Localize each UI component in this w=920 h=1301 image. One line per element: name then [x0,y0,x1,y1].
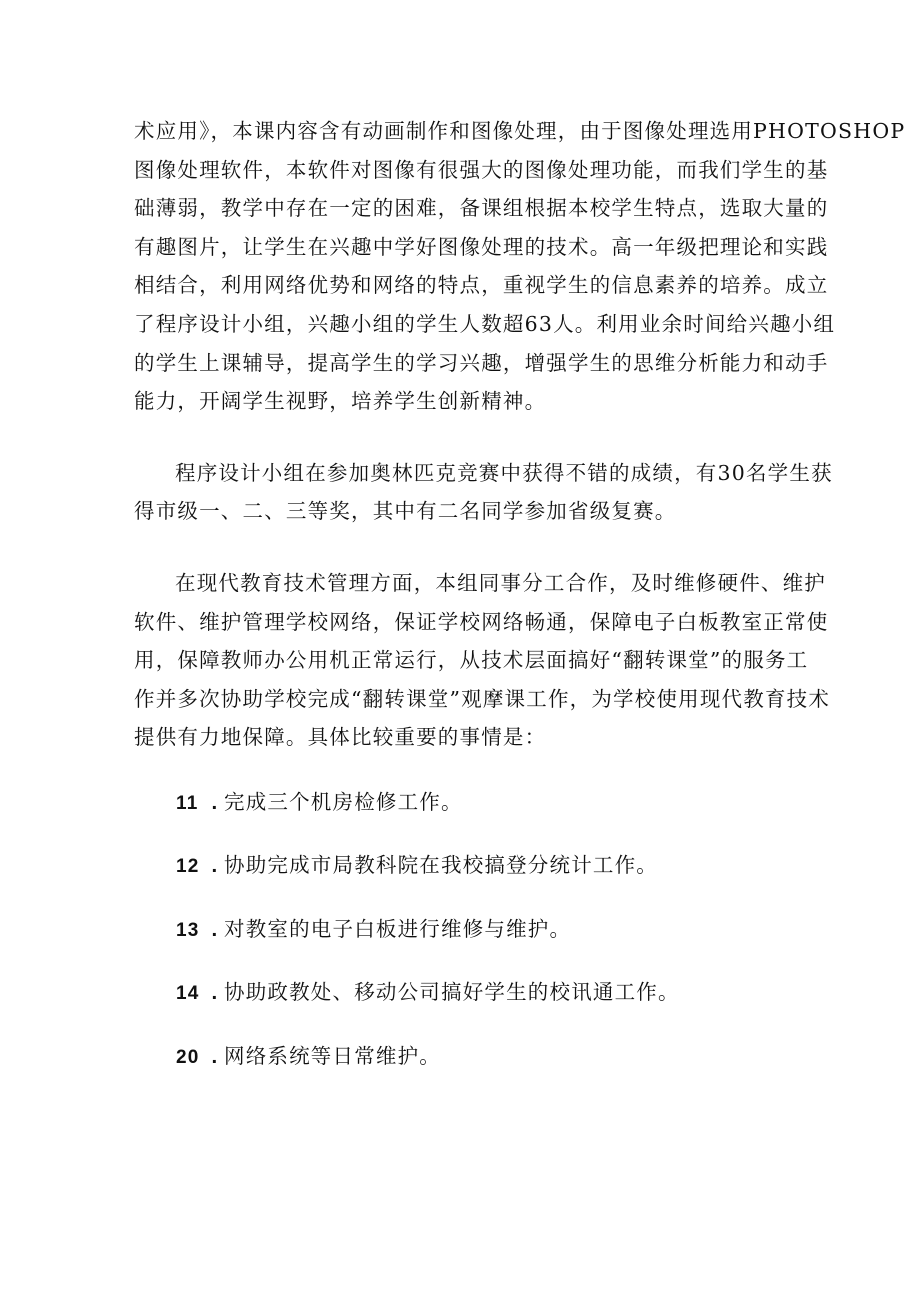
list-number: 14 [176,983,200,1005]
list-text: 对教室的电子白板进行维修与维护。 [224,916,572,941]
list-number: 13 [176,919,200,941]
paragraph-line: 术应用》，本课内容含有动画制作和图像处理，由于图像处理选用PHOTOSHOP [134,119,906,143]
list-text: 完成三个机房检修工作。 [224,789,463,814]
list-item [134,848,786,912]
paragraph-line: 作并多次协助学校完成“翻转课堂”观摩课工作，为学校使用现代教育技术 [134,686,831,711]
paragraph-line: 的学生上课辅导，提高学生的学习兴趣，增强学生的思维分析能力和动手 [134,350,829,375]
list-number: 12 [176,856,200,878]
paragraph-line: 图像处理软件，本软件对图像有很强大的图像处理功能，而我们学生的基 [134,157,829,182]
task-list [134,785,786,1103]
list-dot: . [211,790,219,814]
list-item [134,785,786,849]
paragraph-line: 相结合，利用网络优势和网络的特点，重视学生的信息素养的培养。成立 [134,273,829,298]
list-text: 协助政教处、移动公司搞好学生的校讯通工作。 [224,980,680,1005]
list-item [134,912,786,976]
list-dot: . [211,1044,219,1068]
list-text: 协助完成市局教科院在我校搞登分统计工作。 [224,853,658,878]
paragraph-line: 了程序设计小组，兴趣小组的学生人数超63人。利用业余时间给兴趣小组 [134,311,836,336]
paragraph-line: 得市级一、二、三等奖，其中有二名同学参加省级复赛。 [134,499,677,524]
list-dot: . [211,854,219,878]
paragraph-tech-management [134,564,831,757]
list-text: 网络系统等日常维护。 [224,1043,441,1068]
list-number: 11 [176,792,199,814]
paragraph-competition [134,454,833,531]
list-number: 20 [176,1046,200,1068]
paragraph-line: 程序设计小组在参加奥林匹克竞赛中获得不错的成绩，有30名学生获 [175,460,833,485]
paragraph-line: 用，保障教师办公用机正常运行，从技术层面搞好“翻转课堂”的服务工 [134,648,809,673]
paragraph-course-content [134,112,906,421]
list-dot: . [211,917,219,941]
list-dot: . [211,981,219,1005]
paragraph-line: 础薄弱，教学中存在一定的困难，备课组根据本校学生特点，选取大量的 [134,196,829,221]
paragraph-line: 有趣图片，让学生在兴趣中学好图像处理的技术。高一年级把理论和实践 [134,234,829,259]
list-item [134,1039,786,1103]
paragraph-line: 能力，开阔学生视野，培养学生创新精神。 [134,389,547,414]
paragraph-line: 软件、维护管理学校网络，保证学校网络畅通，保障电子白板教室正常使 [134,609,829,634]
document-page [134,112,906,1102]
list-item [134,975,786,1039]
paragraph-line: 在现代教育技术管理方面，本组同事分工合作，及时维修硬件、维护 [175,570,826,595]
paragraph-line: 提供有力地保障。具体比较重要的事情是： [134,725,547,750]
